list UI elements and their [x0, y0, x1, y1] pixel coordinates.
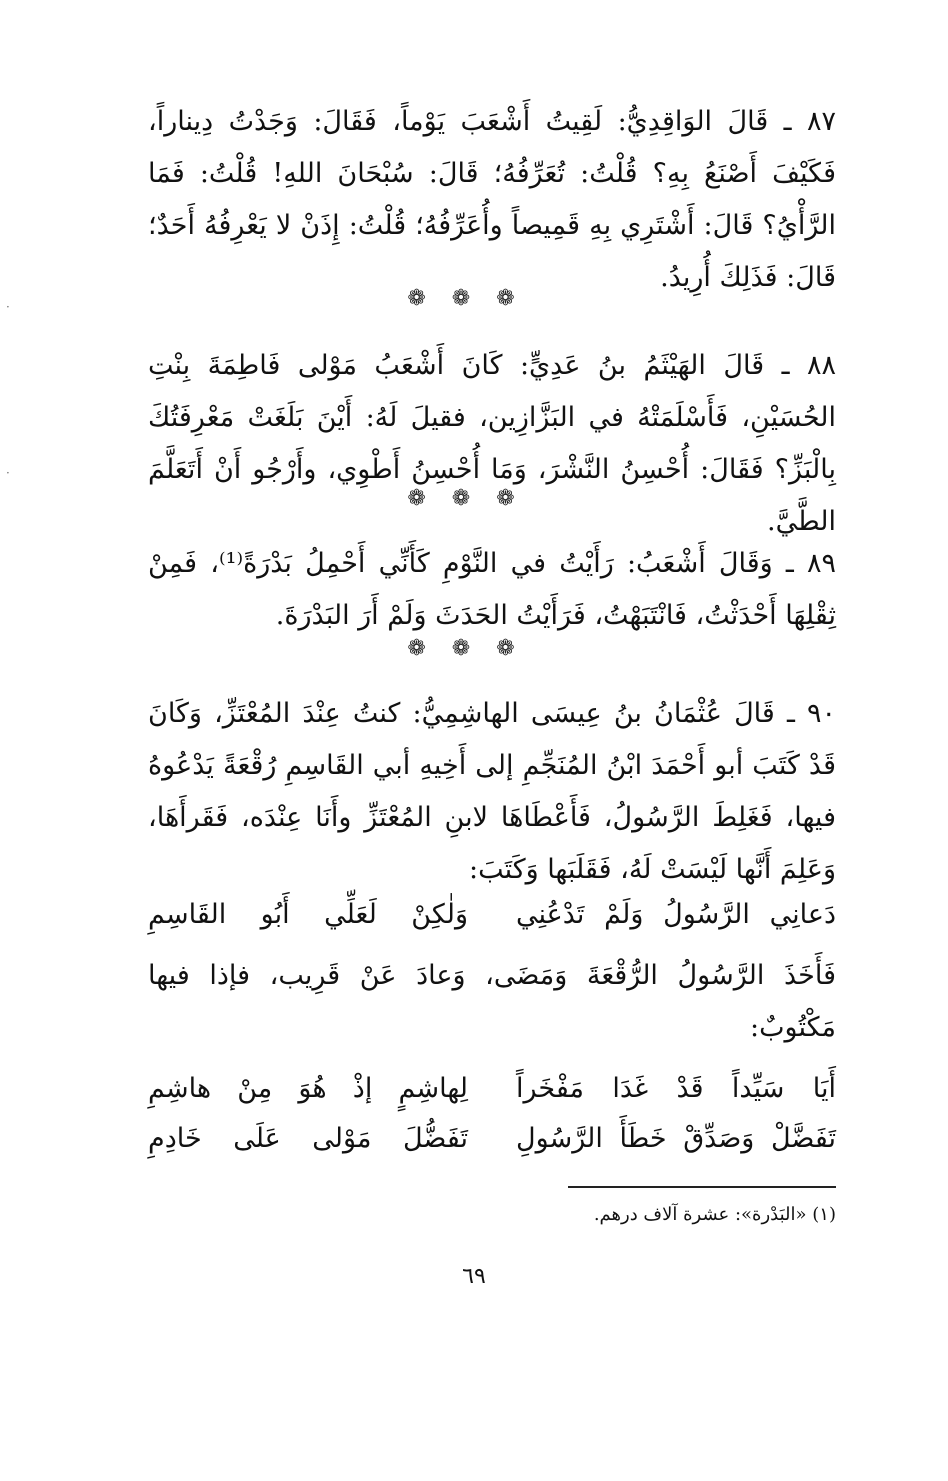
- section-separator: ❁❁❁: [407, 486, 541, 511]
- verse-first-hemistich: أَيَا سَيِّداً قَدْ غَدَا مَفْخَراً: [516, 1073, 836, 1104]
- paragraph-90-text: ٩٠ ـ قَالَ عُثْمَانُ بنُ عِيسَى الهاشِمِيُّ: كنتُ عِنْدَ المُعْتَزِّ، وَكَانَ قَدْ كَتَبَ أبو أَحْمَدَ ابْنُ المُنَجِّمِ إلى أَخِيهِ أبي القَاسِمِ رُقْعَةً يَدْعُوهُ فيها، فَغَلِطَ الرَّسُولُ، فَأَعْطَاهَا لابنِ المُعْتَزِّ وأَنَا عِنْدَه، فَقَرأَهَا، وَعَلِمَ أَنَّها لَيْسَتْ لَهُ، فَقَلَبَها وَكَتَبَ:: [148, 698, 836, 885]
- section-separator: ❁❁❁: [407, 636, 541, 661]
- footnote: (١) «البَدْرة»: عشرة آلاف درهم.: [593, 1204, 836, 1225]
- verse-first-hemistich: دَعانِي الرَّسُولُ وَلَمْ تَدْعُنِي: [516, 899, 836, 930]
- margin-dot: ·: [6, 466, 10, 480]
- poem-second: [148, 1064, 836, 1164]
- paragraph-90-continued: [148, 950, 836, 1054]
- section-separator: ❁❁❁: [407, 286, 541, 311]
- poem-first: [148, 890, 836, 940]
- margin-dot: ·: [6, 300, 10, 314]
- verse-second-hemistich: تَفَضُّلَ مَوْلى عَلَى خَادِمِ: [148, 1123, 468, 1154]
- paragraph-90: [148, 688, 836, 896]
- poem-verse: [148, 1064, 836, 1114]
- verse-second-hemistich: لِهاشِمٍ إذْ هُوَ مِنْ هاشِمِ: [148, 1073, 468, 1104]
- poem-verse: [148, 890, 836, 940]
- footnote-divider: [568, 1186, 836, 1188]
- verse-first-hemistich: تَفَضَّلْ وَصَدِّقْ خَطَأَ الرَّسُولِ: [516, 1123, 836, 1154]
- page-number: ٦٩: [462, 1264, 486, 1289]
- paragraph-89: [148, 538, 836, 642]
- paragraph-87: [148, 96, 836, 304]
- paragraph-87-text: ٨٧ ـ قَالَ الوَاقِدِيُّ: لَقِيتُ أَشْعَبَ يَوْماً، فَقَالَ: وَجَدْتُ دِيناراً، فَكَيْفَ أَصْنَعُ بِهِ؟ قُلْتُ: تُعَرِّفُهُ؛ قَالَ: سُبْحَانَ اللهِ! قُلْتُ: فَمَا الرَّأْيُ؟ قَالَ: أَشْتَرِي بِهِ قَمِيصاً وأُعَرِّفُهُ؛ قُلْتُ: إِذَنْ لا يَعْرِفُهُ أَحَدٌ؛ قَالَ: فَذَلِكَ أُرِيدُ.: [148, 106, 836, 293]
- poem-verse: [148, 1114, 836, 1164]
- paragraph-88: [148, 340, 836, 548]
- paragraph-88-text: ٨٨ ـ قَالَ الهَيْثَمُ بنُ عَدِيٍّ: كَانَ أَشْعَبُ مَوْلى فَاطِمَةَ بِنْتِ الحُسَيْنِ، فَأَسْلَمَتْهُ في البَزَّازِين، فقيلَ لَهُ: أَيْنَ بَلَغَتْ مَعْرِفَتُكَ بِالْبَزِّ؟ فَقَالَ: أُحْسِنُ النَّشْرَ، وَمَا أُحْسِنُ أَطْوِي، وأَرْجُو أَنْ أَتَعَلَّمَ الطَّيَّ.: [148, 350, 836, 537]
- paragraph-89-text: ٨٩ ـ وَقَالَ أَشْعَبُ: رَأَيْتُ في النَّوْمِ كَأَنِّي أَحْمِلُ بَدْرَةً⁽¹⁾، فَمِنْ ثِقْلِهَا أَحْدَثْتُ، فَانْتَبَهْتُ، فَرَأَيْتُ الحَدَثَ وَلَمْ أَرَ البَدْرَةَ.: [148, 548, 836, 631]
- verse-second-hemistich: وَلٰكِنْ لَعَلِّي أَبُو القَاسِمِ: [148, 899, 468, 930]
- paragraph-90-continued-text: فَأَخَذَ الرَّسُولُ الرُّقْعَةَ وَمَضَى، وَعادَ عَنْ قَرِيب، فإذا فيها مَكْتُوبٌ:: [148, 960, 836, 1043]
